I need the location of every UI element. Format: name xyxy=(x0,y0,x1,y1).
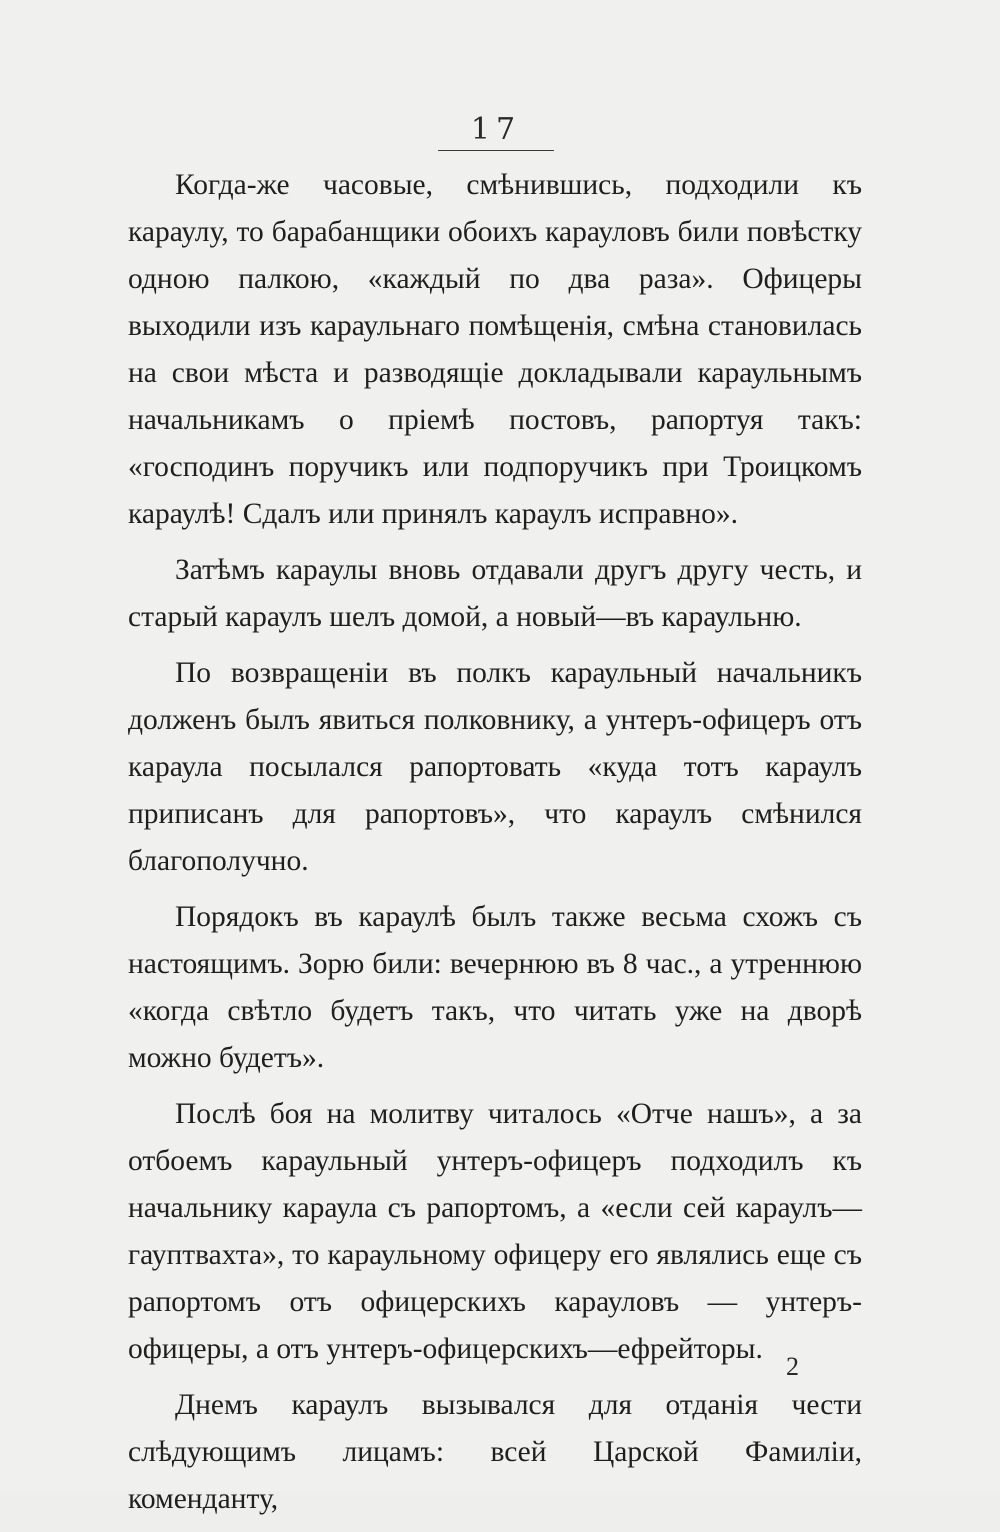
paragraph: Послѣ боя на молитву читалось «Отче нашъ», а за отбоемъ караульный унтеръ-офицеръ подходилъ къ начальнику караула съ рапортомъ, а «если сей караулъ—гауптвахта», то караульному офицеру его являлись еще съ рапортомъ отъ офицерскихъ карауловъ — унтеръ-офицеры, а отъ унтеръ-офицерскихъ—ефрейторы. xyxy=(128,1098,862,1365)
header-rule xyxy=(438,150,554,151)
paragraph: Порядокъ въ караулѣ былъ также весьма схожъ съ настоящимъ. Зорю били: вечернюю въ 8 час., а утреннюю «когда свѣтло будетъ такъ, что читать уже на дворѣ можно будетъ». xyxy=(128,901,862,1074)
paragraph: Днемъ караулъ вызывался для отданія чести слѣдующимъ лицамъ: всей Царской Фамиліи, коменданту, xyxy=(128,1389,862,1515)
paragraph: По возвращеніи въ полкъ караульный начальникъ долженъ былъ явиться полковнику, а унтеръ-офицеръ отъ караула посылался рапортовать «куда тотъ караулъ приписанъ для рапортовъ», что караулъ смѣнился благополучно. xyxy=(128,657,862,877)
paragraph: Затѣмъ караулы вновь отдавали другъ другу честь, и старый караулъ шелъ домой, а новый—въ караульню. xyxy=(128,554,862,633)
paragraph: Когда-же часовые, смѣнившись, подходили къ караулу, то барабанщики обоихъ карауловъ били повѣстку одною палкою, «каждый по два раза». Офицеры выходили изъ караульнаго помѣщенія, смѣна становилась на свои мѣста и разводящіе докладывали караульнымъ начальникамъ о пріемѣ постовъ, рапортуя такъ: «господинъ поручикъ или подпоручикъ при Троицкомъ караулѣ! Сдалъ или принялъ караулъ исправно». xyxy=(128,169,862,530)
signature-mark: 2 xyxy=(786,1352,799,1381)
body-text xyxy=(128,162,862,1532)
page-number-top: 17 xyxy=(470,112,522,147)
